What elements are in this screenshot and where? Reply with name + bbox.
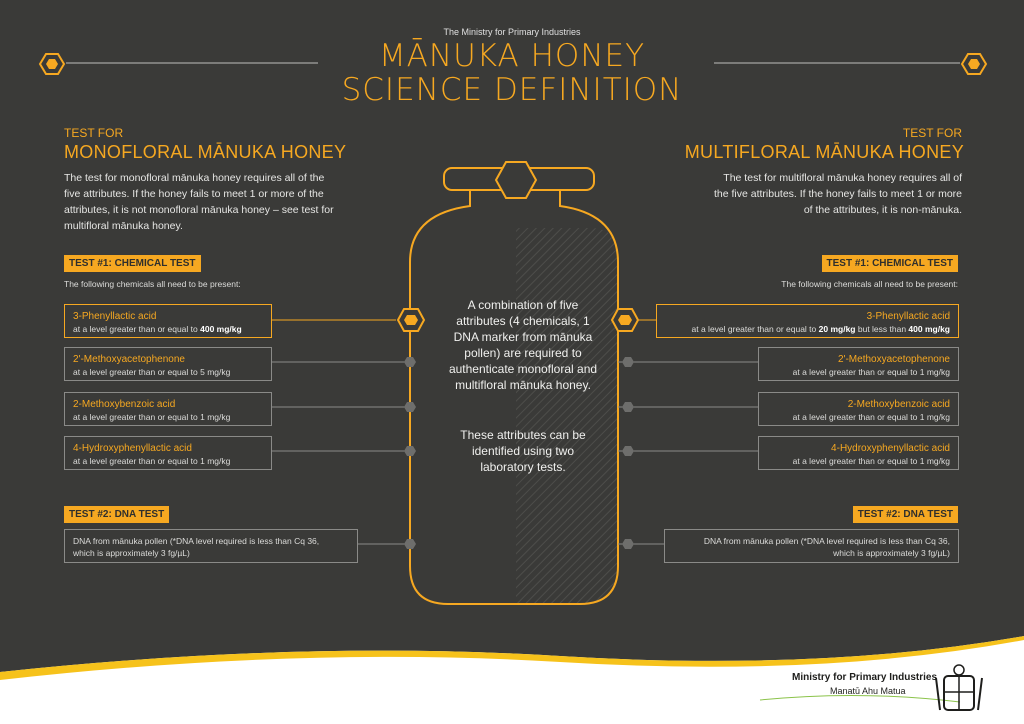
footer-brand-sub: Manatū Ahu Matua bbox=[830, 686, 906, 696]
left-test1-label: TEST #1: CHEMICAL TEST bbox=[64, 255, 201, 272]
ministry-caption: The Ministry for Primary Industries bbox=[443, 27, 581, 37]
hexagon-icon bbox=[612, 309, 638, 331]
chemical-desc: at a level greater than or equal to 1 mg/kg bbox=[73, 456, 231, 466]
right-chemical-4 bbox=[758, 436, 959, 470]
right-dna-box bbox=[664, 529, 959, 563]
left-test-for: TEST FOR bbox=[64, 126, 124, 140]
chemical-name: 4-Hydroxyphenyllactic acid bbox=[73, 443, 192, 454]
right-test-for: TEST FOR bbox=[902, 126, 962, 140]
left-chemical-1 bbox=[64, 304, 272, 338]
chemical-desc: at a level greater than or equal to 5 mg/kg bbox=[73, 367, 231, 377]
left-chemical-2 bbox=[64, 347, 272, 381]
dna-line: DNA from mānuka pollen (*DNA level required is less than Cq 36, bbox=[73, 536, 320, 546]
center-paragraph-1: A combination of five attributes (4 chemicals, 1 DNA marker from mānuka pollen) are required to authenticate monofloral and multifloral mānuka honey. bbox=[448, 298, 598, 392]
chemical-name: 2-Methoxybenzoic acid bbox=[73, 399, 176, 410]
page-subtitle: SCIENCE DEFINITION bbox=[341, 72, 683, 108]
dna-line: DNA from mānuka pollen (*DNA level required is less than Cq 36, bbox=[703, 536, 950, 546]
chemical-desc: at a level greater than or equal to 400 mg/kg bbox=[73, 324, 242, 334]
chemical-name: 2'-Methoxyacetophenone bbox=[838, 354, 950, 365]
right-chemical-2 bbox=[758, 347, 959, 381]
dna-line: which is approximately 3 fg/µL) bbox=[833, 548, 950, 558]
right-test1-note: The following chemicals all need to be present: bbox=[781, 279, 958, 289]
chemical-desc: at a level greater than or equal to 20 mg/kg but less than 400 mg/kg bbox=[691, 324, 950, 334]
chemical-name: 3-Phenyllactic acid bbox=[73, 311, 157, 322]
chemical-name: 4-Hydroxyphenyllactic acid bbox=[831, 443, 950, 454]
page-title: MĀNUKA HONEY bbox=[378, 38, 646, 74]
chemical-name: 2-Methoxybenzoic acid bbox=[847, 399, 950, 410]
left-dna-box bbox=[64, 529, 358, 563]
dna-line: which is approximately 3 fg/µL) bbox=[73, 548, 190, 558]
left-heading: MONOFLORAL MĀNUKA HONEY bbox=[64, 142, 347, 162]
right-intro: The test for multifloral mānuka honey requires all of the five attributes. If the honey fails to meet 1 or more of the attributes, it is non-mānuka. bbox=[713, 172, 962, 216]
left-test2-label: TEST #2: DNA TEST bbox=[64, 506, 169, 523]
left-chemical-3 bbox=[64, 392, 272, 426]
chemical-desc: at a level greater than or equal to 1 mg/kg bbox=[792, 456, 950, 466]
right-heading: MULTIFLORAL MĀNUKA HONEY bbox=[684, 142, 964, 162]
right-test1-label: TEST #1: CHEMICAL TEST bbox=[822, 255, 959, 272]
hexagon-icon bbox=[398, 309, 424, 331]
footer-brand: Ministry for Primary Industries bbox=[792, 672, 938, 683]
center-paragraph-2: These attributes can be identified using two laboratory tests. bbox=[460, 428, 586, 474]
chemical-name: 2'-Methoxyacetophenone bbox=[73, 354, 185, 365]
chemical-desc: at a level greater than or equal to 1 mg/kg bbox=[73, 412, 231, 422]
chemical-desc: at a level greater than or equal to 1 mg/kg bbox=[792, 412, 950, 422]
right-test2-label: TEST #2: DNA TEST bbox=[853, 506, 958, 523]
chemical-name: 3-Phenyllactic acid bbox=[866, 311, 950, 322]
left-test1-note: The following chemicals all need to be present: bbox=[64, 279, 241, 289]
chemical-desc: at a level greater than or equal to 1 mg/kg bbox=[792, 367, 950, 377]
right-chemical-3 bbox=[758, 392, 959, 426]
left-intro: The test for monofloral mānuka honey requires all of the five attributes. If the honey fails to meet 1 or more of the attributes, it is not monofloral mānuka honey – see test for multifloral mānuka honey. bbox=[64, 172, 334, 232]
right-chemical-1 bbox=[656, 304, 959, 338]
left-chemical-4 bbox=[64, 436, 272, 470]
